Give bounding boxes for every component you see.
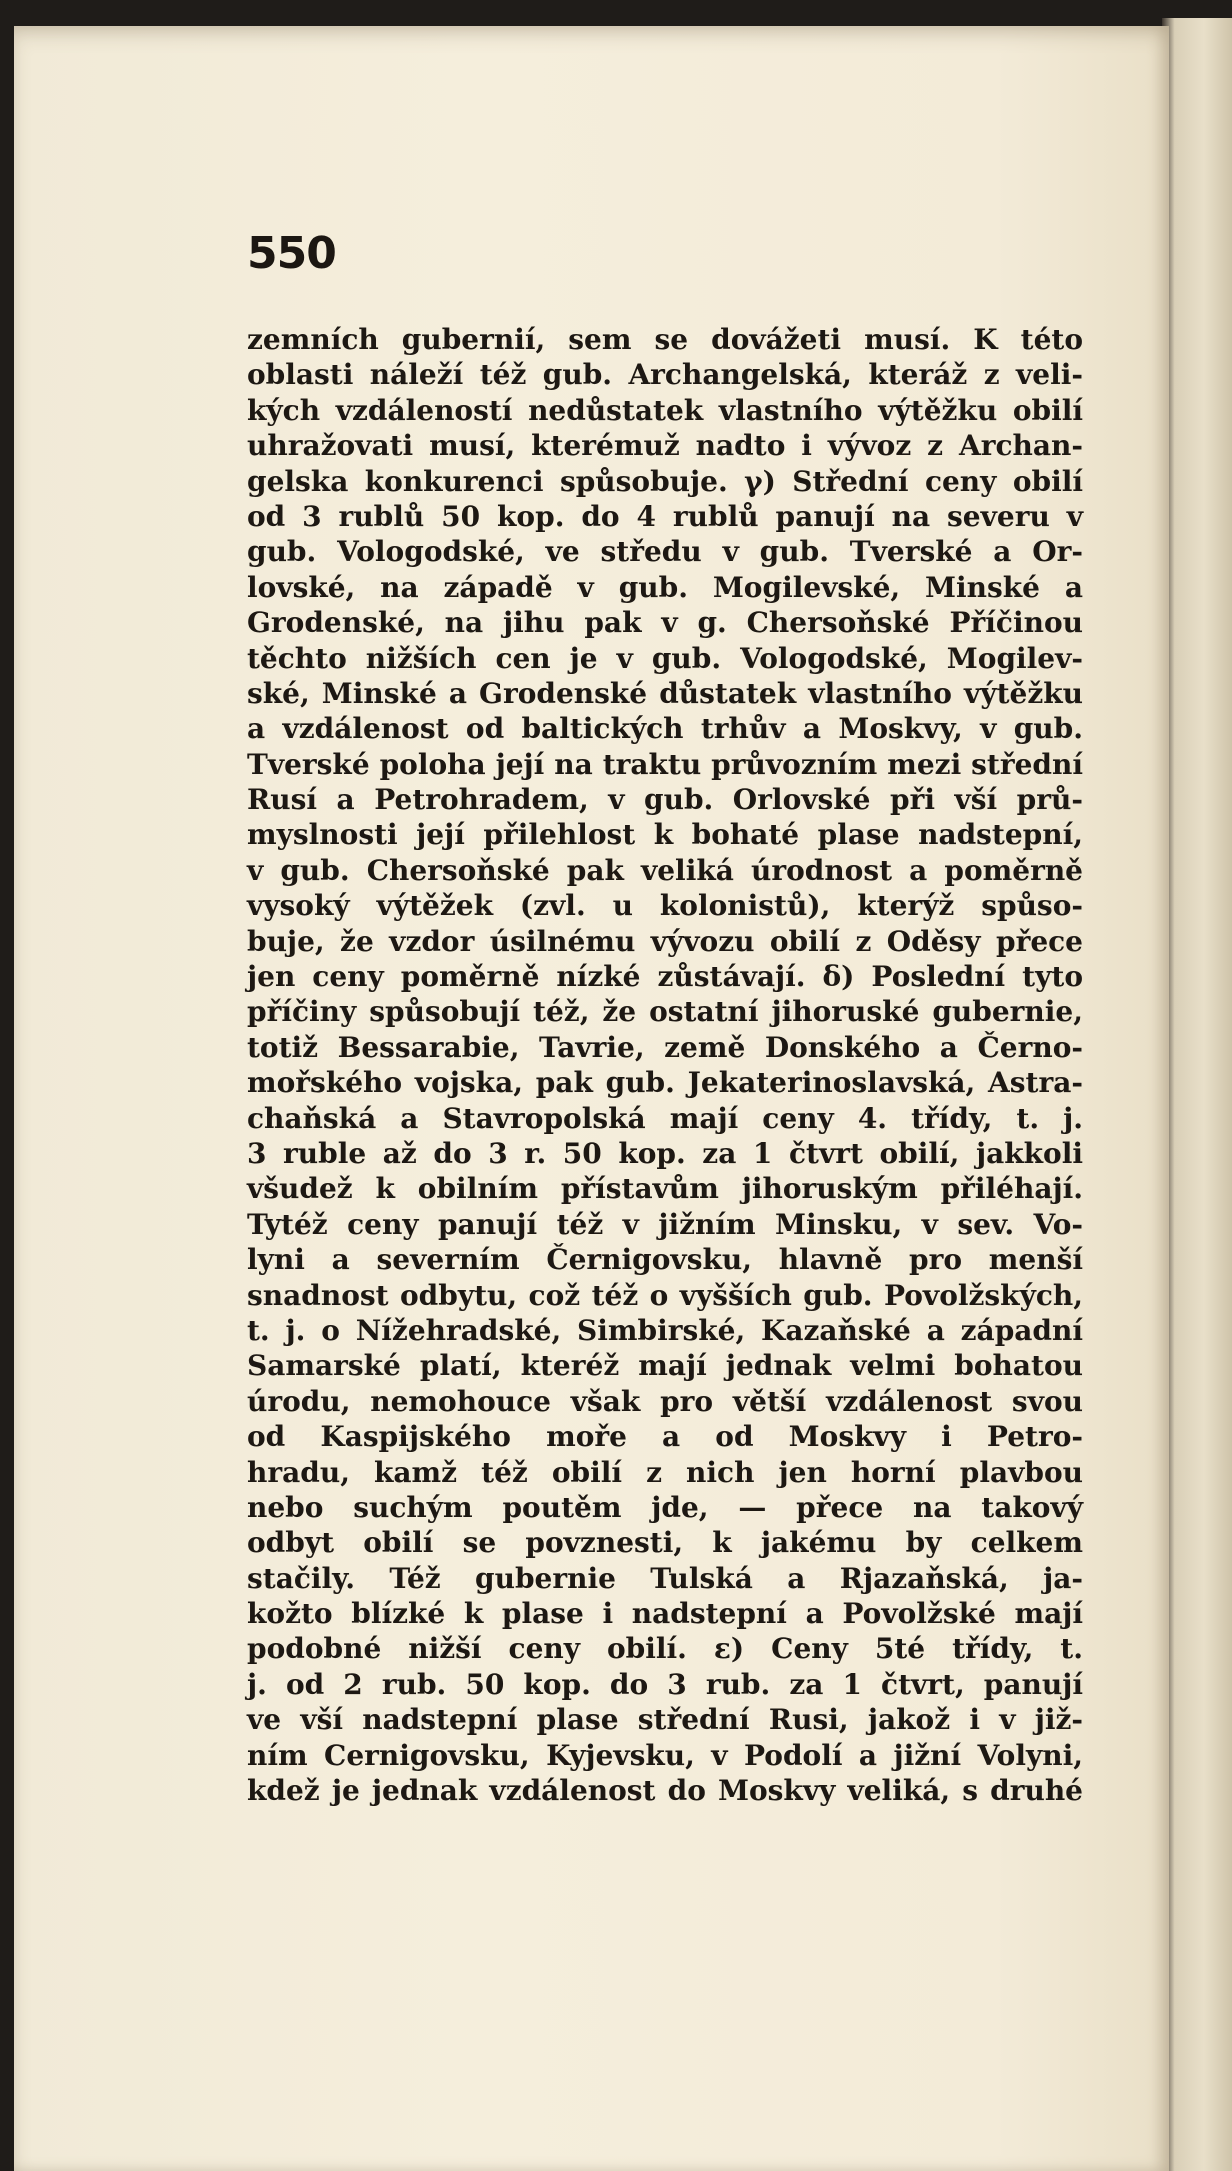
- text-line: podobné nižší ceny obilí. ε) Ceny 5té třídy, t.: [247, 1632, 1083, 1666]
- text-line: j. od 2 rub. 50 kop. do 3 rub. za 1 čtvrt, panují: [247, 1667, 1083, 1701]
- text-line: kých vzdáleností nedůstatek vlastního výtěžku obilí: [247, 393, 1083, 427]
- text-line: všudež k obilním přístavům jihoruským přiléhají.: [247, 1172, 1083, 1206]
- text-line: ské, Minské a Grodenské důstatek vlastního výtěžku: [247, 676, 1083, 710]
- text-line: snadnost odbytu, což též o vyšších gub. Povolžských,: [247, 1278, 1083, 1312]
- text-line: uhražovati musí, kterémuž nadto i vývoz z Archan-: [247, 429, 1083, 463]
- text-line: Samarské platí, kteréž mají jednak velmi bohatou: [247, 1349, 1083, 1383]
- text-line: úrodu, nemohouce však pro větší vzdálenost svou: [247, 1384, 1083, 1418]
- text-line: odbyt obilí se povznesti, k jakému by celkem: [247, 1526, 1083, 1560]
- text-line: 3 ruble až do 3 r. 50 kop. za 1 čtvrt obilí, jakkoli: [247, 1136, 1083, 1170]
- text-line: jen ceny poměrně nízké zůstávají. δ) Poslední tyto: [247, 960, 1083, 994]
- text-line: ve vší nadstepní plase střední Rusi, jakož i v již-: [247, 1703, 1083, 1737]
- text-line: Rusí a Petrohradem, v gub. Orlovské při vší prů-: [247, 783, 1083, 817]
- text-line: příčiny spůsobují též, že ostatní jihoruské gubernie,: [247, 995, 1083, 1029]
- text-line: Tverské poloha její na traktu průvozním mezi střední: [247, 747, 1083, 781]
- text-line: myslnosti její přilehlost k bohaté plase nadstepní,: [247, 818, 1083, 852]
- text-line: vysoký výtěžek (zvl. u kolonistů), kterýž spůso-: [247, 889, 1083, 923]
- adjacent-page-edge: [1162, 18, 1232, 2171]
- text-line: v gub. Chersoňské pak veliká úrodnost a poměrně: [247, 853, 1083, 887]
- text-line: chaňská a Stavropolská mají ceny 4. třídy, t. j.: [247, 1101, 1083, 1135]
- text-line: od 3 rublů 50 kop. do 4 rublů panují na severu v: [247, 499, 1083, 533]
- text-line: hradu, kamž též obilí z nich jen horní plavbou: [247, 1455, 1083, 1489]
- text-line: totiž Bessarabie, Tavrie, země Donského a Černo-: [247, 1030, 1083, 1064]
- text-line: gelska konkurenci spůsobuje. γ) Střední ceny obilí: [247, 464, 1083, 498]
- text-line: zemních gubernií, sem se dovážeti musí. K této: [247, 323, 1083, 356]
- text-line: stačily. Též gubernie Tulská a Rjazaňská, ja-: [247, 1561, 1083, 1595]
- text-line: lyni a severním Černigovsku, hlavně pro menší: [247, 1243, 1083, 1277]
- text-line: lovské, na západě v gub. Mogilevské, Minské a: [247, 570, 1083, 604]
- text-line: od Kaspijského moře a od Moskvy i Petro-: [247, 1420, 1083, 1454]
- text-line: buje, že vzdor úsilnému vývozu obilí z Oděsy přece: [247, 924, 1083, 958]
- text-line: nebo suchým poutěm jde, — přece na takový: [247, 1490, 1083, 1524]
- text-line: kožto blízké k plase i nadstepní a Povolžské mají: [247, 1597, 1083, 1631]
- text-line: mořského vojska, pak gub. Jekaterinoslavská, Astra-: [247, 1066, 1083, 1100]
- body-text: [247, 322, 1083, 1808]
- text-line: Grodenské, na jihu pak v g. Chersoňské Příčinou: [247, 606, 1083, 640]
- text-line: těchto nižších cen je v gub. Vologodské, Mogilev-: [247, 641, 1083, 675]
- text-line: Tytéž ceny panují též v jižním Minsku, v sev. Vo-: [247, 1207, 1083, 1241]
- text-line: gub. Vologodské, ve středu v gub. Tverské a Or-: [247, 535, 1083, 569]
- text-line: oblasti náleží též gub. Archangelská, kteráž z veli-: [247, 358, 1083, 392]
- page-number: 550: [247, 228, 336, 279]
- text-line: kdež je jednak vzdálenost do Moskvy veliká, s druhé: [247, 1774, 1083, 1808]
- text-line: ním Cernigovsku, Kyjevsku, v Podolí a jižní Volyni,: [247, 1738, 1083, 1772]
- text-line: t. j. o Nížehradské, Simbirské, Kazaňské a západní: [247, 1313, 1083, 1347]
- text-line: a vzdálenost od baltických trhův a Moskvy, v gub.: [247, 712, 1083, 746]
